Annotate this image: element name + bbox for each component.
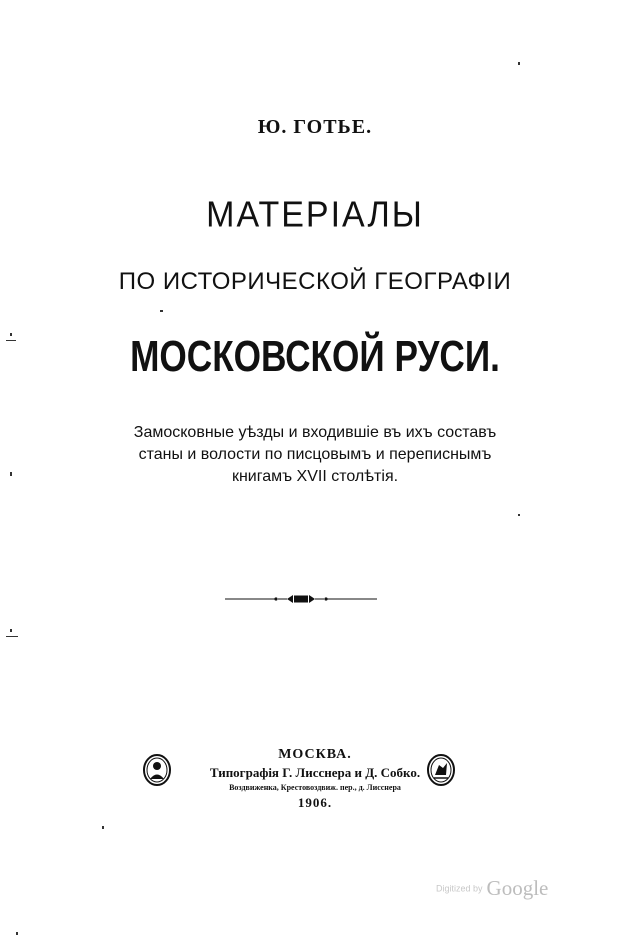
title-line-1: МАТЕРІАЛЫ (206, 195, 424, 235)
google-watermark (436, 876, 576, 902)
subtitle-line-1: Замосковные уѣзды и входившіе въ ихъ составъ (133, 424, 497, 441)
scan-speck (10, 472, 12, 476)
moscow-coat-of-arms-icon (426, 753, 456, 787)
imprint-printer: Типографія Г. Лисснера и Д. Собко. (209, 765, 421, 780)
imprint-city: МОСКВА. (278, 747, 352, 762)
imprint-year: 1906. (297, 795, 333, 810)
scan-speck (6, 340, 16, 341)
ornamental-divider (225, 592, 377, 606)
scan-speck (10, 629, 12, 632)
subtitle-line-2: станы и волости по писцовымъ и переписнымъ (138, 446, 492, 463)
author-name: Ю. ГОТЬЕ. (257, 116, 373, 138)
scan-speck (518, 514, 520, 516)
scan-speck (10, 333, 12, 336)
scan-speck (16, 932, 18, 935)
scan-speck (102, 826, 104, 829)
title-line-2: ПО ИСТОРИЧЕСКОЙ ГЕОГРАФІИ (118, 268, 512, 295)
watermark-brand: Google (486, 876, 549, 900)
scan-speck (6, 636, 18, 637)
scan-speck (518, 62, 520, 65)
subtitle-line-3: книгамъ XVII столѣтія. (231, 468, 399, 485)
subtitle (0, 422, 630, 488)
title-line-3: МОСКОВСКОЙ РУСИ. (130, 332, 500, 381)
scan-speck (160, 310, 163, 312)
imprint (0, 746, 630, 811)
watermark-prefix: Digitized by (436, 883, 483, 894)
imprint-address: Воздвиженка, Крестовоздвиж. пер., д. Лисснера (229, 783, 401, 792)
